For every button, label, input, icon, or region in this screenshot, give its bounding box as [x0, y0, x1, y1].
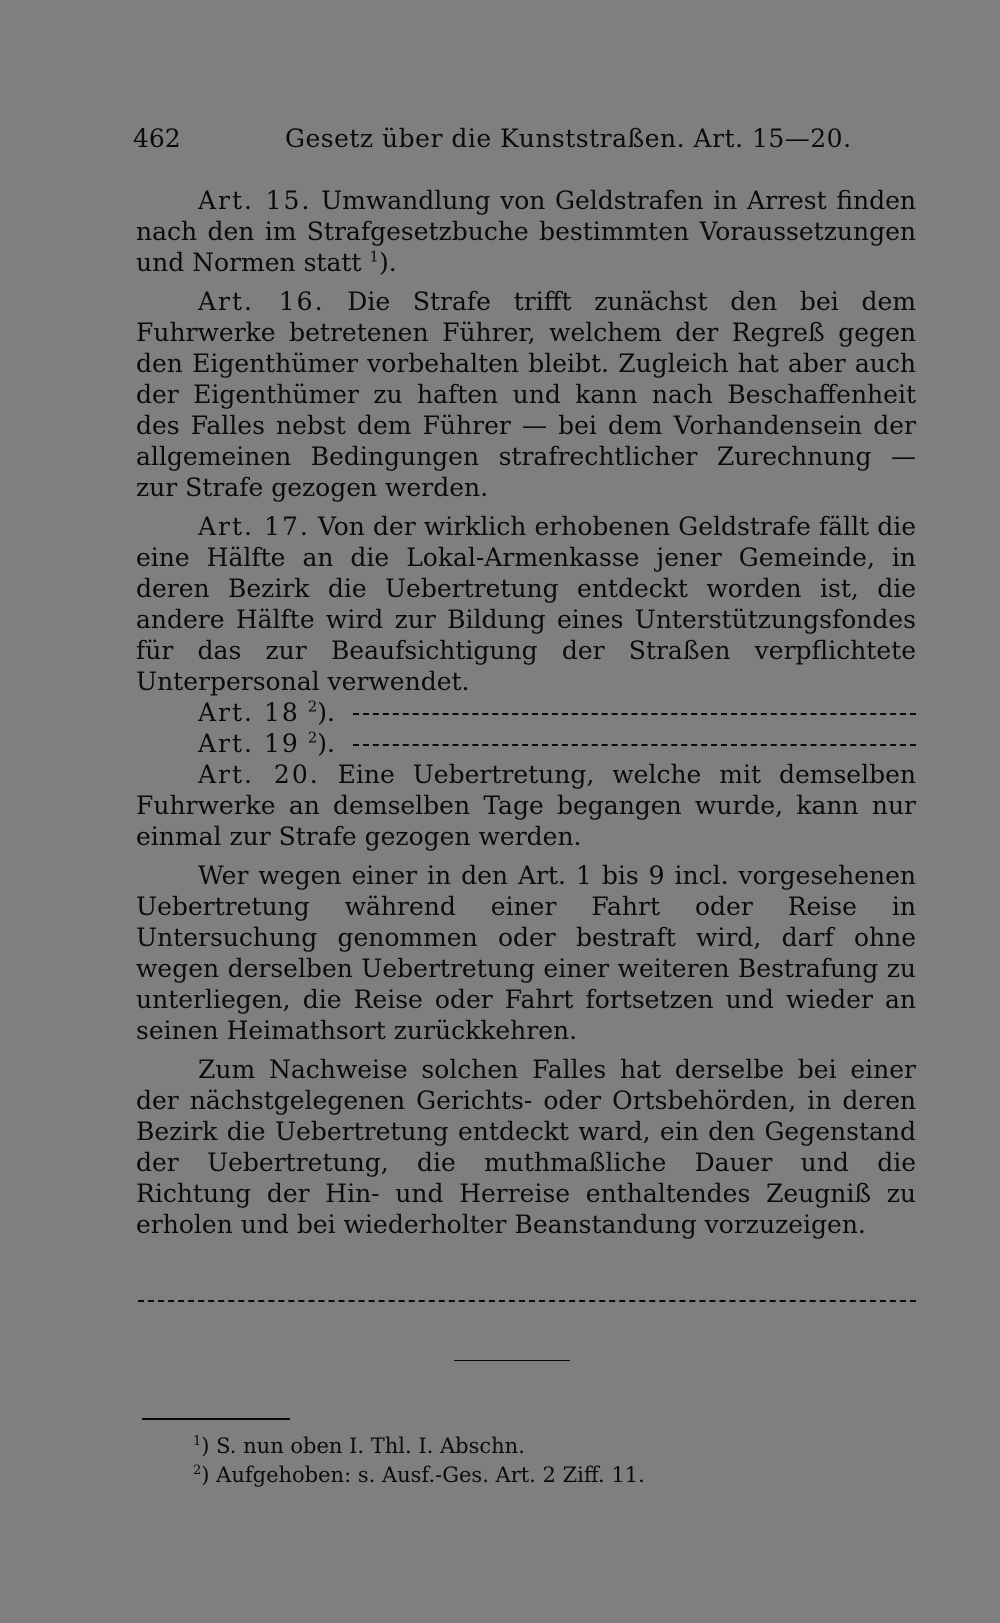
omission-dashes	[353, 713, 916, 715]
article-15	[136, 185, 916, 278]
footnote-1	[193, 1432, 893, 1461]
article-label: Art. 17.	[198, 512, 310, 541]
footnote-paren: )	[201, 1434, 210, 1458]
section-break-dashes	[138, 1300, 916, 1302]
article-text: Von der wirklich erhobenen Geldstrafe fällt die eine Hälfte an die Lokal-Armenkasse jener Gemeinde, in deren Bezirk die Uebertretung entdeckt worden ist, die andere Hälfte wird zur Bildung eines Unterstützungsfondes für das zur Beaufsichtigung der Straßen verpflichtete Unterpersonal verwendet.	[136, 512, 917, 696]
footnote-rule	[142, 1418, 290, 1420]
footnote-2	[193, 1461, 893, 1490]
article-20-paragraph-2: Wer wegen einer in den Art. 1 bis 9 incl. vorgesehenen Uebertretung während einer Fahrt oder Reise in Untersuchung genommen oder bestraft wird, darf ohne wegen derselben Uebertretung einer weiteren Bestrafung zu unterliegen, die Reise oder Fahrt fortsetzen und wieder an seinen Heimathsort zurückkehren.	[136, 861, 916, 1045]
footnote-text: S. nun oben I. Thl. I. Abschn.	[216, 1434, 525, 1458]
article-label: Art. 18	[198, 698, 300, 727]
page-number: 462	[133, 124, 181, 153]
article-label: Art. 20.	[198, 760, 320, 789]
omission-dashes	[353, 744, 916, 746]
footnote-text: Aufgehoben: s. Ausf.-Ges. Art. 2 Ziff. 11.	[216, 1463, 645, 1487]
article-18-omitted	[136, 697, 916, 728]
page-header	[133, 124, 913, 158]
article-label: Art. 16.	[198, 287, 325, 316]
paren-close: ).	[317, 698, 335, 727]
article-20-paragraph-3: Zum Nachweise solchen Falles hat derselbe bei einer der nächstgelegenen Gerichts- oder Ortsbehörden, in deren Bezirk die Uebertretung entdeckt ward, ein den Gegenstand der Uebertretung, die muthmaßliche Dauer und die Richtung der Hin- und Herreise enthaltendes Zeugniß zu erholen und bei wiederholter Beanstandung vorzuzeigen.	[136, 1055, 916, 1239]
article-label: Art. 15.	[198, 186, 312, 215]
article-text: Die Strafe trifft zunächst den bei dem Fuhrwerke betretenen Führer, welchem der Regreß gegen den Eigenthümer vorbehalten bleibt. Zugleich hat aber auch der Eigenthümer zu haften und kann nach Beschaffenheit des Falles nebst dem Führer — bei dem Vorhandensein der allgemeinen Bedingungen strafrechtlicher Zurechnung — zur Strafe gezogen werden.	[136, 287, 916, 502]
article-16	[136, 286, 916, 503]
running-title: Gesetz über die Kunststraßen. Art. 15—20.	[285, 124, 852, 153]
short-rule	[454, 1360, 570, 1361]
footnote-marker: 1	[193, 1434, 202, 1449]
footnote-ref: 1	[369, 247, 379, 266]
footnote-marker: 2	[193, 1463, 202, 1478]
article-20	[136, 759, 916, 852]
body-text	[136, 185, 916, 1240]
paren-close: ).	[317, 729, 335, 758]
footnote-ref: 2	[307, 728, 318, 747]
footnotes	[193, 1432, 893, 1490]
paren-close: ).	[378, 248, 397, 277]
article-19-omitted	[136, 728, 916, 759]
article-text: Eine Uebertretung, welche mit demselben Fuhrwerke an demselben Tage begangen wurde, kann nur einmal zur Strafe gezogen werden.	[136, 760, 916, 851]
article-label: Art. 19	[198, 729, 300, 758]
footnote-ref: 2	[307, 697, 318, 716]
article-text: Umwandlung von Geldstrafen in Arrest finden nach den im Strafgesetzbuche bestimmten Voraussetzungen und Normen statt	[136, 186, 916, 277]
article-17	[136, 511, 916, 697]
footnote-paren: )	[201, 1463, 210, 1487]
